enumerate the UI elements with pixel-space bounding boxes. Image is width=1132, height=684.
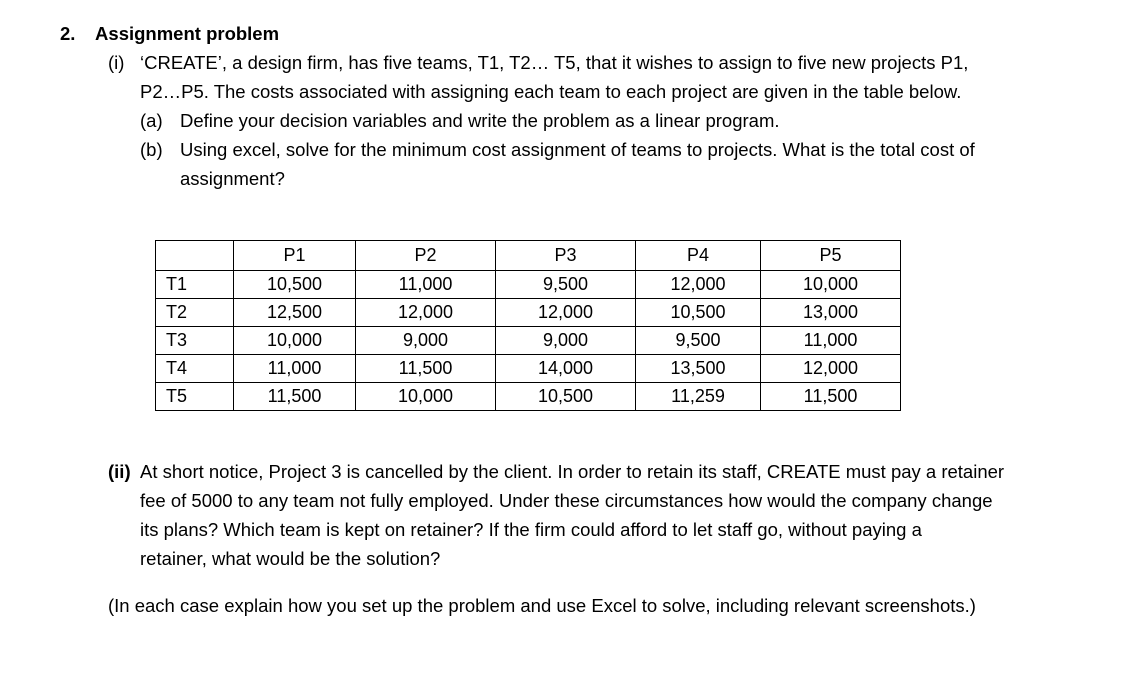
- row-label: T1: [156, 271, 234, 299]
- question-title: Assignment problem: [95, 23, 280, 44]
- cost-cell: 12,500: [234, 299, 356, 327]
- cost-cell: 12,000: [356, 299, 496, 327]
- cost-cell: 12,000: [496, 299, 636, 327]
- cost-cell: 10,500: [496, 383, 636, 411]
- column-header: P4: [636, 241, 761, 271]
- column-header: P2: [356, 241, 496, 271]
- part-ii-line-2: fee of 5000 to any team not fully employed. Under these circumstances how would the company change: [140, 490, 993, 511]
- cost-cell: 9,000: [356, 327, 496, 355]
- table-row: [156, 383, 901, 411]
- cost-cell: 11,000: [234, 355, 356, 383]
- instructions-note: (In each case explain how you set up the problem and use Excel to solve, including relevant screenshots.): [108, 595, 976, 616]
- table-row: [156, 355, 901, 383]
- cost-cell: 11,259: [636, 383, 761, 411]
- part-i-line-2: P2…P5. The costs associated with assigning each team to each project are given in the table below.: [140, 81, 962, 102]
- cost-cell: 11,000: [356, 271, 496, 299]
- row-label: T4: [156, 355, 234, 383]
- cost-table: [155, 240, 901, 411]
- cost-cell: 10,500: [636, 299, 761, 327]
- question-heading: [60, 22, 279, 46]
- cost-cell: 10,000: [234, 327, 356, 355]
- cost-cell: 11,000: [761, 327, 901, 355]
- part-ii-line-4: retainer, what would be the solution?: [140, 548, 441, 569]
- cost-cell: 9,500: [496, 271, 636, 299]
- cost-cell: 13,000: [761, 299, 901, 327]
- cost-cell: 11,500: [761, 383, 901, 411]
- table-row: [156, 327, 901, 355]
- part-ii-line-3: its plans? Which team is kept on retainer? If the firm could afford to let staff go, without paying a: [140, 519, 922, 540]
- row-label: T5: [156, 383, 234, 411]
- part-ii-line-1: At short notice, Project 3 is cancelled by the client. In order to retain its staff, CREATE must pay a retainer: [140, 461, 1005, 482]
- cost-cell: 10,000: [761, 271, 901, 299]
- cost-cell: 10,500: [234, 271, 356, 299]
- part-i-label: (i): [108, 52, 125, 73]
- cost-cell: 9,500: [636, 327, 761, 355]
- cost-cell: 11,500: [234, 383, 356, 411]
- table-row: [156, 299, 901, 327]
- part-i-b-label: (b): [140, 139, 163, 160]
- cost-cell: 14,000: [496, 355, 636, 383]
- table-row: [156, 271, 901, 299]
- table-corner-cell: [156, 241, 234, 271]
- column-header: P1: [234, 241, 356, 271]
- row-label: T2: [156, 299, 234, 327]
- column-header: P5: [761, 241, 901, 271]
- part-i-a-text: Define your decision variables and write the problem as a linear program.: [180, 110, 780, 131]
- cost-cell: 11,500: [356, 355, 496, 383]
- cost-cell: 13,500: [636, 355, 761, 383]
- cost-cell: 12,000: [636, 271, 761, 299]
- question-number: 2.: [60, 23, 76, 44]
- cost-cell: 10,000: [356, 383, 496, 411]
- row-label: T3: [156, 327, 234, 355]
- part-i-line-1: ‘CREATE’, a design firm, has five teams, T1, T2… T5, that it wishes to assign to five new projects P1,: [140, 52, 969, 73]
- part-ii-label: (ii): [108, 461, 131, 482]
- column-header: P3: [496, 241, 636, 271]
- cost-cell: 9,000: [496, 327, 636, 355]
- part-i-b-line-1: Using excel, solve for the minimum cost assignment of teams to projects. What is the total cost of: [180, 139, 975, 160]
- part-i-b-line-2: assignment?: [180, 168, 285, 189]
- table-header-row: [156, 241, 901, 271]
- part-i-a-label: (a): [140, 110, 163, 131]
- cost-cell: 12,000: [761, 355, 901, 383]
